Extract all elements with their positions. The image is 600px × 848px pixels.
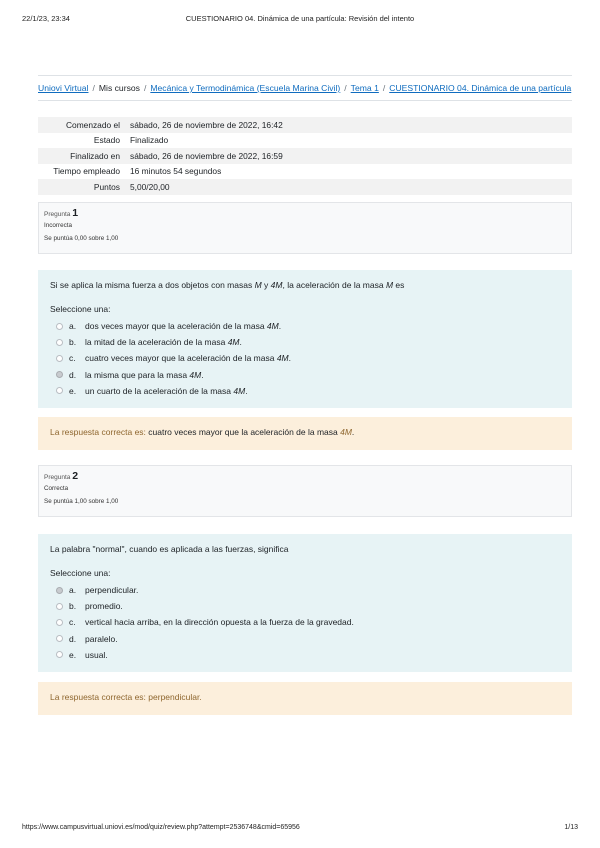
qtext-math: 4M <box>270 280 283 290</box>
question-number-value: 2 <box>72 470 79 482</box>
qtext-math: M <box>254 280 262 290</box>
answer-option-c[interactable] <box>50 350 560 366</box>
question-prefix: Pregunta <box>44 211 71 218</box>
summary-value: 5,00/20,00 <box>130 181 170 192</box>
summary-row-state <box>38 133 572 149</box>
breadcrumb-home-link[interactable]: Uniovi Virtual <box>38 83 89 93</box>
question-state: Incorrecta <box>44 222 72 229</box>
select-one-prompt: Seleccione una: <box>50 568 111 578</box>
option-text <box>85 386 248 396</box>
option-tail: . <box>245 385 248 396</box>
option-text: usual. <box>85 649 108 660</box>
feedback-answer: perpendicular. <box>148 692 202 702</box>
print-date: 22/1/23, 23:34 <box>22 14 70 23</box>
radio-button[interactable] <box>56 387 63 394</box>
summary-label: Puntos <box>93 181 120 192</box>
option-text: vertical hacia arriba, en la dirección opuesta a la fuerza de la gravedad. <box>85 617 354 628</box>
radio-button[interactable] <box>56 355 63 362</box>
breadcrumb-quiz-link[interactable]: CUESTIONARIO 04. Dinámica de una partícula <box>389 83 572 93</box>
question-prefix: Pregunta <box>44 474 71 481</box>
print-footer <box>22 824 578 836</box>
answer-option-c[interactable] <box>50 614 560 630</box>
summary-value: 16 minutos 54 segundos <box>130 166 222 177</box>
summary-label: Estado <box>93 135 120 146</box>
option-text: paralelo. <box>85 633 118 644</box>
option-letter: d. <box>69 369 77 380</box>
feedback-label: La respuesta correcta es: <box>50 427 149 437</box>
answer-option-b[interactable] <box>50 334 560 350</box>
question-number-value: 1 <box>72 207 79 219</box>
answer-option-d[interactable] <box>50 367 560 383</box>
question-1-info <box>38 202 572 254</box>
qtext-part: Si se aplica la misma fuerza a dos objetos con masas <box>50 280 255 290</box>
qtext-part: es <box>393 280 405 290</box>
radio-button[interactable] <box>56 339 63 346</box>
option-text <box>85 337 242 347</box>
summary-row-points <box>38 179 572 195</box>
qtext-part: y <box>261 280 271 290</box>
radio-button-selected[interactable] <box>56 371 63 378</box>
option-tail: . <box>288 353 292 364</box>
summary-label: Comenzado el <box>65 119 120 130</box>
feedback-tail: . <box>351 427 355 437</box>
feedback-label: La respuesta correcta es: <box>50 692 149 702</box>
answer-option-a[interactable] <box>50 318 560 334</box>
summary-row-finished <box>38 148 572 164</box>
question-number <box>44 470 566 482</box>
answer-option-a[interactable] <box>50 582 560 598</box>
option-letter: b. <box>69 337 77 348</box>
question-grade: Se puntúa 1,00 sobre 1,00 <box>44 498 119 505</box>
option-text-part: la mitad de la aceleración de la masa <box>85 337 228 348</box>
question-grade: Se puntúa 0,00 sobre 1,00 <box>44 235 119 242</box>
option-tail: . <box>239 337 242 348</box>
option-letter: e. <box>69 385 77 396</box>
summary-row-started <box>38 117 572 133</box>
radio-button[interactable] <box>56 619 63 626</box>
question-2-formulation <box>38 534 572 672</box>
page-counter: 1/13 <box>564 824 578 831</box>
option-letter: a. <box>69 321 77 332</box>
answer-option-e[interactable] <box>50 383 560 399</box>
option-text: promedio. <box>85 601 123 612</box>
question-state: Correcta <box>44 485 69 492</box>
summary-value: sábado, 26 de noviembre de 2022, 16:59 <box>130 150 283 161</box>
feedback-answer: cuatro veces mayor que la aceleración de la masa <box>148 427 341 437</box>
select-one-prompt: Seleccione una: <box>50 304 111 314</box>
question-2-feedback <box>38 682 572 715</box>
print-header <box>22 14 578 26</box>
breadcrumb-course-link[interactable]: Mecánica y Termodinámica (Escuela Marina Civil) <box>150 83 341 93</box>
option-text <box>85 353 291 363</box>
option-letter: c. <box>69 353 76 364</box>
radio-button[interactable] <box>56 603 63 610</box>
question-text <box>50 280 560 290</box>
breadcrumb-separator: / <box>143 83 147 93</box>
option-math: 4M <box>233 385 246 396</box>
radio-button[interactable] <box>56 635 63 642</box>
option-text-part: la misma que para la masa <box>85 369 190 380</box>
option-letter: c. <box>69 617 76 628</box>
option-letter: b. <box>69 601 77 612</box>
radio-button-selected[interactable] <box>56 587 63 594</box>
option-letter: a. <box>69 585 77 596</box>
question-2-info <box>38 465 572 517</box>
option-math: 4M <box>276 353 289 364</box>
option-letter: d. <box>69 633 77 644</box>
question-number <box>44 207 566 219</box>
option-math: 4M <box>266 321 279 332</box>
breadcrumb-topic-link[interactable]: Tema 1 <box>350 83 379 93</box>
summary-row-time-taken <box>38 164 572 180</box>
option-text-part: un cuarto de la aceleración de la masa <box>85 385 234 396</box>
qtext-math: M <box>385 280 394 290</box>
option-text: perpendicular. <box>85 585 139 596</box>
option-text-part: cuatro veces mayor que la aceleración de la masa <box>85 353 277 364</box>
radio-button[interactable] <box>56 651 63 658</box>
option-tail: . <box>278 321 282 332</box>
feedback-math: 4M <box>340 427 352 437</box>
answer-option-e[interactable] <box>50 647 560 663</box>
option-tail: . <box>201 369 204 380</box>
option-text <box>85 321 281 331</box>
option-text-part: dos veces mayor que la aceleración de la masa <box>85 321 267 332</box>
breadcrumb-separator: / <box>344 83 347 93</box>
answer-option-d[interactable] <box>50 631 560 647</box>
summary-label: Tiempo empleado <box>53 166 120 177</box>
option-letter: e. <box>69 649 77 660</box>
question-1-feedback <box>38 417 572 450</box>
option-text <box>85 370 204 380</box>
question-text: La palabra "normal", cuando es aplicada a las fuerzas, significa <box>50 544 289 554</box>
answer-option-b[interactable] <box>50 598 560 614</box>
attempt-summary-table <box>38 117 572 195</box>
question-1-formulation <box>38 270 572 408</box>
summary-label: Finalizado en <box>70 150 120 161</box>
radio-button[interactable] <box>56 323 63 330</box>
summary-value: Finalizado <box>130 135 169 146</box>
summary-value: sábado, 26 de noviembre de 2022, 16:42 <box>130 119 283 130</box>
qtext-part: , la aceleración de la masa <box>282 280 386 290</box>
option-math: 4M <box>189 369 202 380</box>
print-url: https://www.campusvirtual.uniovi.es/mod/quiz/review.php?attempt=2536748&cmid=65956 <box>22 824 300 831</box>
option-math: 4M <box>227 337 240 348</box>
breadcrumb-my-courses: Mis cursos <box>98 83 140 93</box>
breadcrumb-separator: / <box>382 83 386 93</box>
breadcrumb <box>38 75 572 101</box>
breadcrumb-separator: / <box>92 83 95 93</box>
print-title: CUESTIONARIO 04. Dinámica de una partícula: Revisión del intento <box>185 14 415 23</box>
